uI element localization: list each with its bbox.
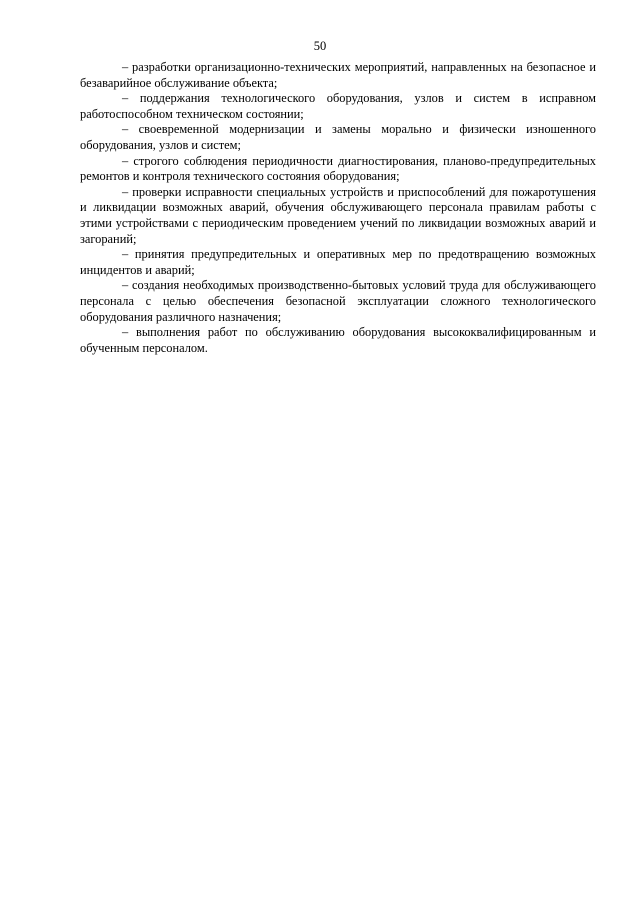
- page-number: 50: [313, 39, 327, 53]
- list-item: – строгого соблюдения периодичности диагностирования, планово-предупредительных ремонтов и контроля технического состояния оборудования;: [80, 153, 596, 184]
- list-item: – выполнения работ по обслуживанию оборудования высококвалифицированным и обученным персоналом.: [80, 325, 596, 355]
- list-item: – поддержания технологического оборудования, узлов и систем в исправном работоспособном техническом состоянии;: [80, 91, 596, 121]
- list-item: – своевременной модернизации и замены морально и физически изношенного оборудования, узлов и систем;: [80, 122, 596, 152]
- document-body: [80, 60, 596, 356]
- list-item: – разработки организационно-технических мероприятий, направленных на безопасное и безаварийное обслуживание объекта;: [80, 60, 596, 90]
- list-item: – проверки исправности специальных устройств и приспособлений для пожаротушения и ликвидации возможных аварий, обучения обслуживающего персонала правилам работы с этими устройствами с периодическим проведением учений по ликвидации возможных аварий и загораний;: [80, 184, 596, 246]
- list-item: – принятия предупредительных и оперативных мер по предотвращению возможных инцидентов и аварий;: [80, 247, 596, 277]
- list-item: – создания необходимых производственно-бытовых условий труда для обслуживающего персонала с целью обеспечения безопасной эксплуатации сложного технологического оборудования различного назначения;: [80, 278, 596, 324]
